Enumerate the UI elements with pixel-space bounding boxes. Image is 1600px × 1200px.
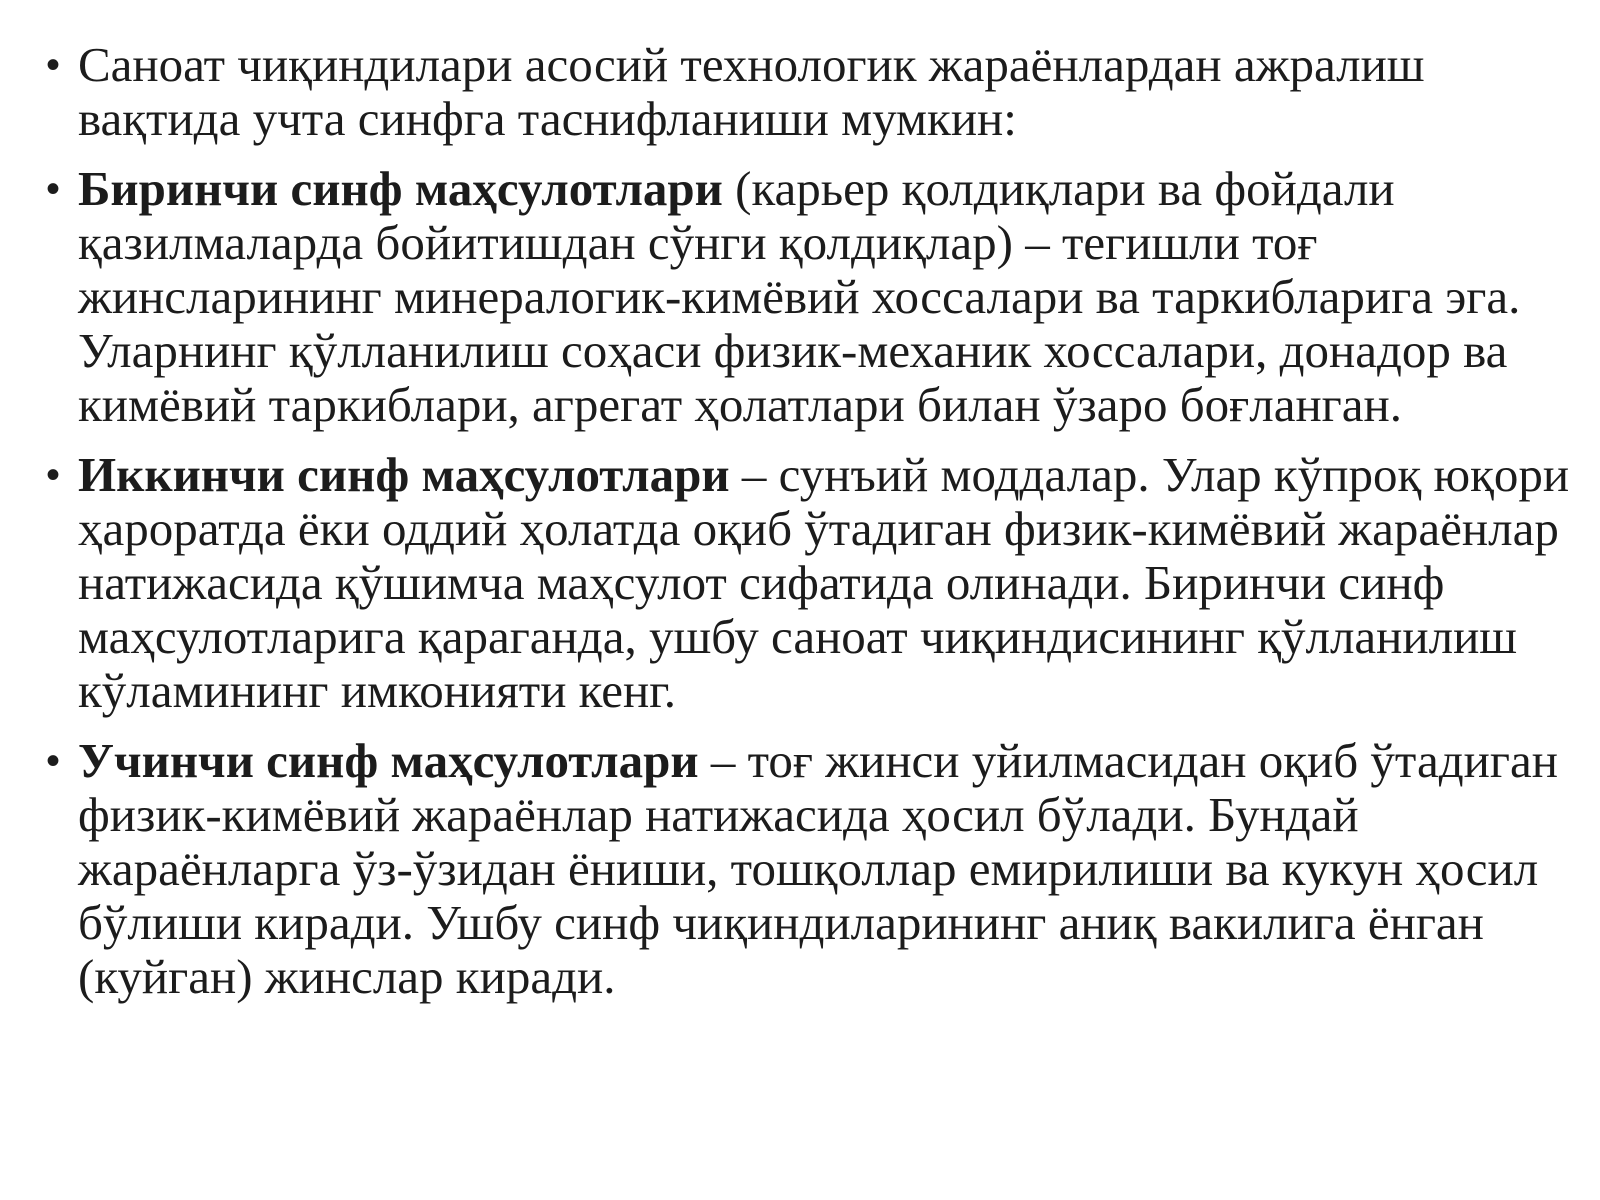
bullet-term: Биринчи синф маҳсулотлари (78, 161, 723, 216)
bullet-text: – тоғ жинси уйилмасидан оқиб ўтадиган физик-кимёвий жараёнлар натижасида ҳосил бўлади. Бундай жараёнларга ўз-ўзидан ёниши, тошқоллар емирилиши ва кукун ҳосил бўлиши киради. Ушбу синф чиқиндиларининг аниқ вакилига ёнган (куйган) жинслар киради. (78, 733, 1558, 1004)
bullet-dot-icon: • (46, 453, 61, 497)
bullet-item-second-class (46, 448, 1586, 718)
bullet-dot-icon: • (46, 167, 61, 211)
bullet-text: (карьер қолдиқлари ва фойдали қазилмаларда бойитишдан сўнги қолдиқлар) – тегишли тоғ жинсларининг минералогик-кимёвий хоссалари ва таркибларига эга. Уларнинг қўлланилиш соҳаси физик-механик хоссалари, донадор ва кимёвий таркиблари, агрегат ҳолатлари билан ўзаро боғланган. (78, 161, 1521, 432)
bullet-list (46, 38, 1586, 1020)
bullet-term: Иккинчи синф маҳсулотлари (78, 447, 730, 502)
bullet-item-first-class (46, 162, 1586, 432)
bullet-item-third-class (46, 734, 1586, 1004)
bullet-text: Саноат чиқиндилари асосий технологик жараёнлардан ажралиш вақтида учта синфга таснифланиши мумкин: (78, 37, 1425, 146)
bullet-text: – сунъий моддалар. Улар кўпроқ юқори ҳароратда ёки оддий ҳолатда оқиб ўтадиган физик-кимёвий жараёнлар натижасида қўшимча маҳсулот сифатида олинади. Биринчи синф маҳсулотларига қараганда, ушбу саноат чиқиндисининг қўлланилиш кўламининг имконияти кенг. (78, 447, 1570, 718)
bullet-dot-icon: • (46, 739, 61, 783)
bullet-term: Учинчи синф маҳсулотлари (78, 733, 699, 788)
bullet-item-intro (46, 38, 1586, 146)
bullet-dot-icon: • (46, 43, 61, 87)
